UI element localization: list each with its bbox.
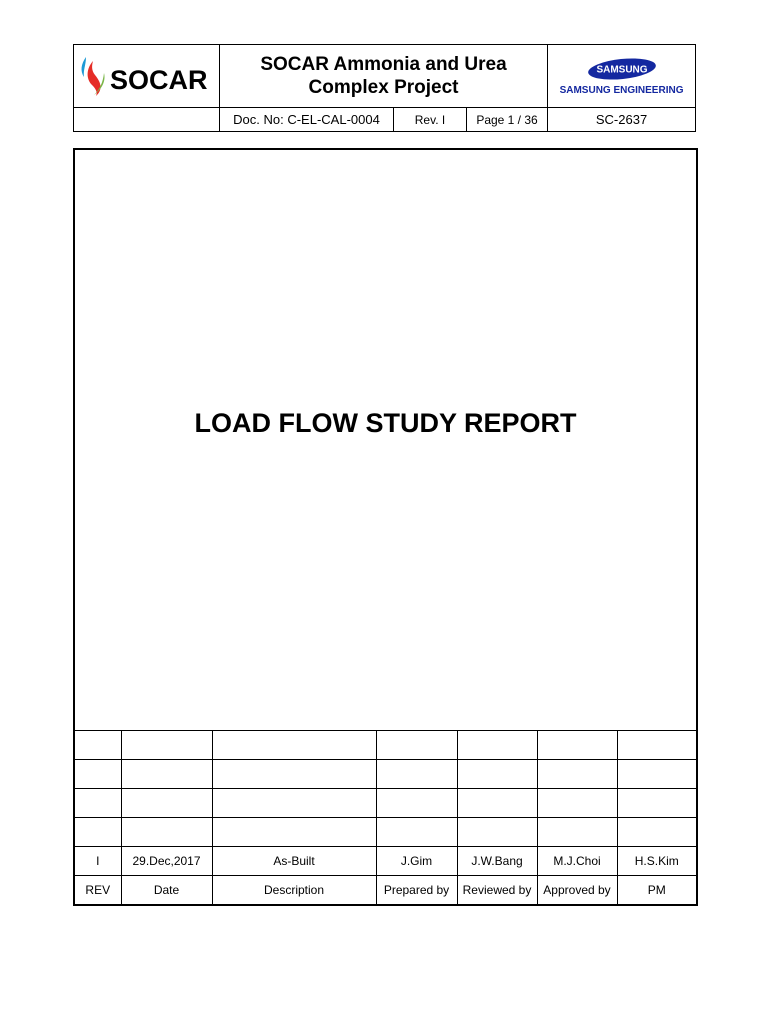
revision-cell <box>457 760 537 789</box>
project-title-line2: Complex Project <box>308 77 459 98</box>
revision-cell: M.J.Choi <box>537 847 617 876</box>
revision-cell <box>376 818 457 847</box>
revision-cell <box>212 818 376 847</box>
revision-cell: 29.Dec,2017 <box>121 847 212 876</box>
revision-row <box>75 731 696 760</box>
doc-number: Doc. No: C-EL-CAL-0004 <box>220 108 394 132</box>
revision-row <box>75 847 696 876</box>
revision-table <box>75 730 696 904</box>
cover-frame <box>73 148 698 906</box>
revision-row <box>75 789 696 818</box>
revision-header-cell: Prepared by <box>376 876 457 905</box>
revision-cell <box>75 818 121 847</box>
revision-cell <box>212 731 376 760</box>
revision-cell <box>212 760 376 789</box>
revision-cell <box>212 789 376 818</box>
revision-cell: H.S.Kim <box>617 847 696 876</box>
page-number: Page 1 / 36 <box>467 108 548 132</box>
revision-cell <box>457 818 537 847</box>
revision-cell <box>537 789 617 818</box>
revision-cell: As-Built <box>212 847 376 876</box>
revision-cell: J.Gim <box>376 847 457 876</box>
revision-header-cell: Date <box>121 876 212 905</box>
document-header <box>73 44 696 132</box>
revision-cell <box>617 731 696 760</box>
project-code: SC-2637 <box>548 108 696 132</box>
socar-logo-cell <box>74 45 220 108</box>
revision-cell <box>376 731 457 760</box>
revision-cell <box>617 760 696 789</box>
project-title <box>220 53 547 99</box>
revision-label: Rev. I <box>394 108 467 132</box>
revision-cell <box>457 789 537 818</box>
socar-flame-icon <box>80 55 108 97</box>
samsung-badge-text: SAMSUNG <box>595 64 648 75</box>
socar-wordmark: SOCAR <box>110 64 208 95</box>
revision-row <box>75 760 696 789</box>
revision-cell <box>537 731 617 760</box>
revision-cell <box>376 789 457 818</box>
revision-cell <box>537 760 617 789</box>
revision-row <box>75 818 696 847</box>
revision-cell <box>75 760 121 789</box>
revision-cell <box>617 818 696 847</box>
revision-header-cell: REV <box>75 876 121 905</box>
revision-cell <box>376 760 457 789</box>
revision-header-cell: Reviewed by <box>457 876 537 905</box>
empty-cell <box>74 108 220 132</box>
revision-cell <box>457 731 537 760</box>
samsung-logo <box>548 45 695 107</box>
revision-cell <box>121 818 212 847</box>
revision-cell <box>537 818 617 847</box>
samsung-engineering-caption: SAMSUNG ENGINEERING <box>559 84 684 96</box>
samsung-logo-cell <box>548 45 696 108</box>
samsung-logo-icon <box>586 57 658 81</box>
revision-header-cell: Approved by <box>537 876 617 905</box>
revision-cell <box>75 789 121 818</box>
revision-cell: J.W.Bang <box>457 847 537 876</box>
document-title: LOAD FLOW STUDY REPORT <box>194 408 577 438</box>
revision-cell <box>121 789 212 818</box>
project-title-cell <box>220 45 548 108</box>
revision-cell <box>121 760 212 789</box>
project-title-line1: SOCAR Ammonia and Urea <box>260 54 507 75</box>
revision-cell: I <box>75 847 121 876</box>
revision-header-row <box>75 876 696 905</box>
revision-cell <box>121 731 212 760</box>
revision-cell <box>617 789 696 818</box>
revision-cell <box>75 731 121 760</box>
revision-header-cell: Description <box>212 876 376 905</box>
revision-header-cell: PM <box>617 876 696 905</box>
socar-logo <box>74 45 219 107</box>
